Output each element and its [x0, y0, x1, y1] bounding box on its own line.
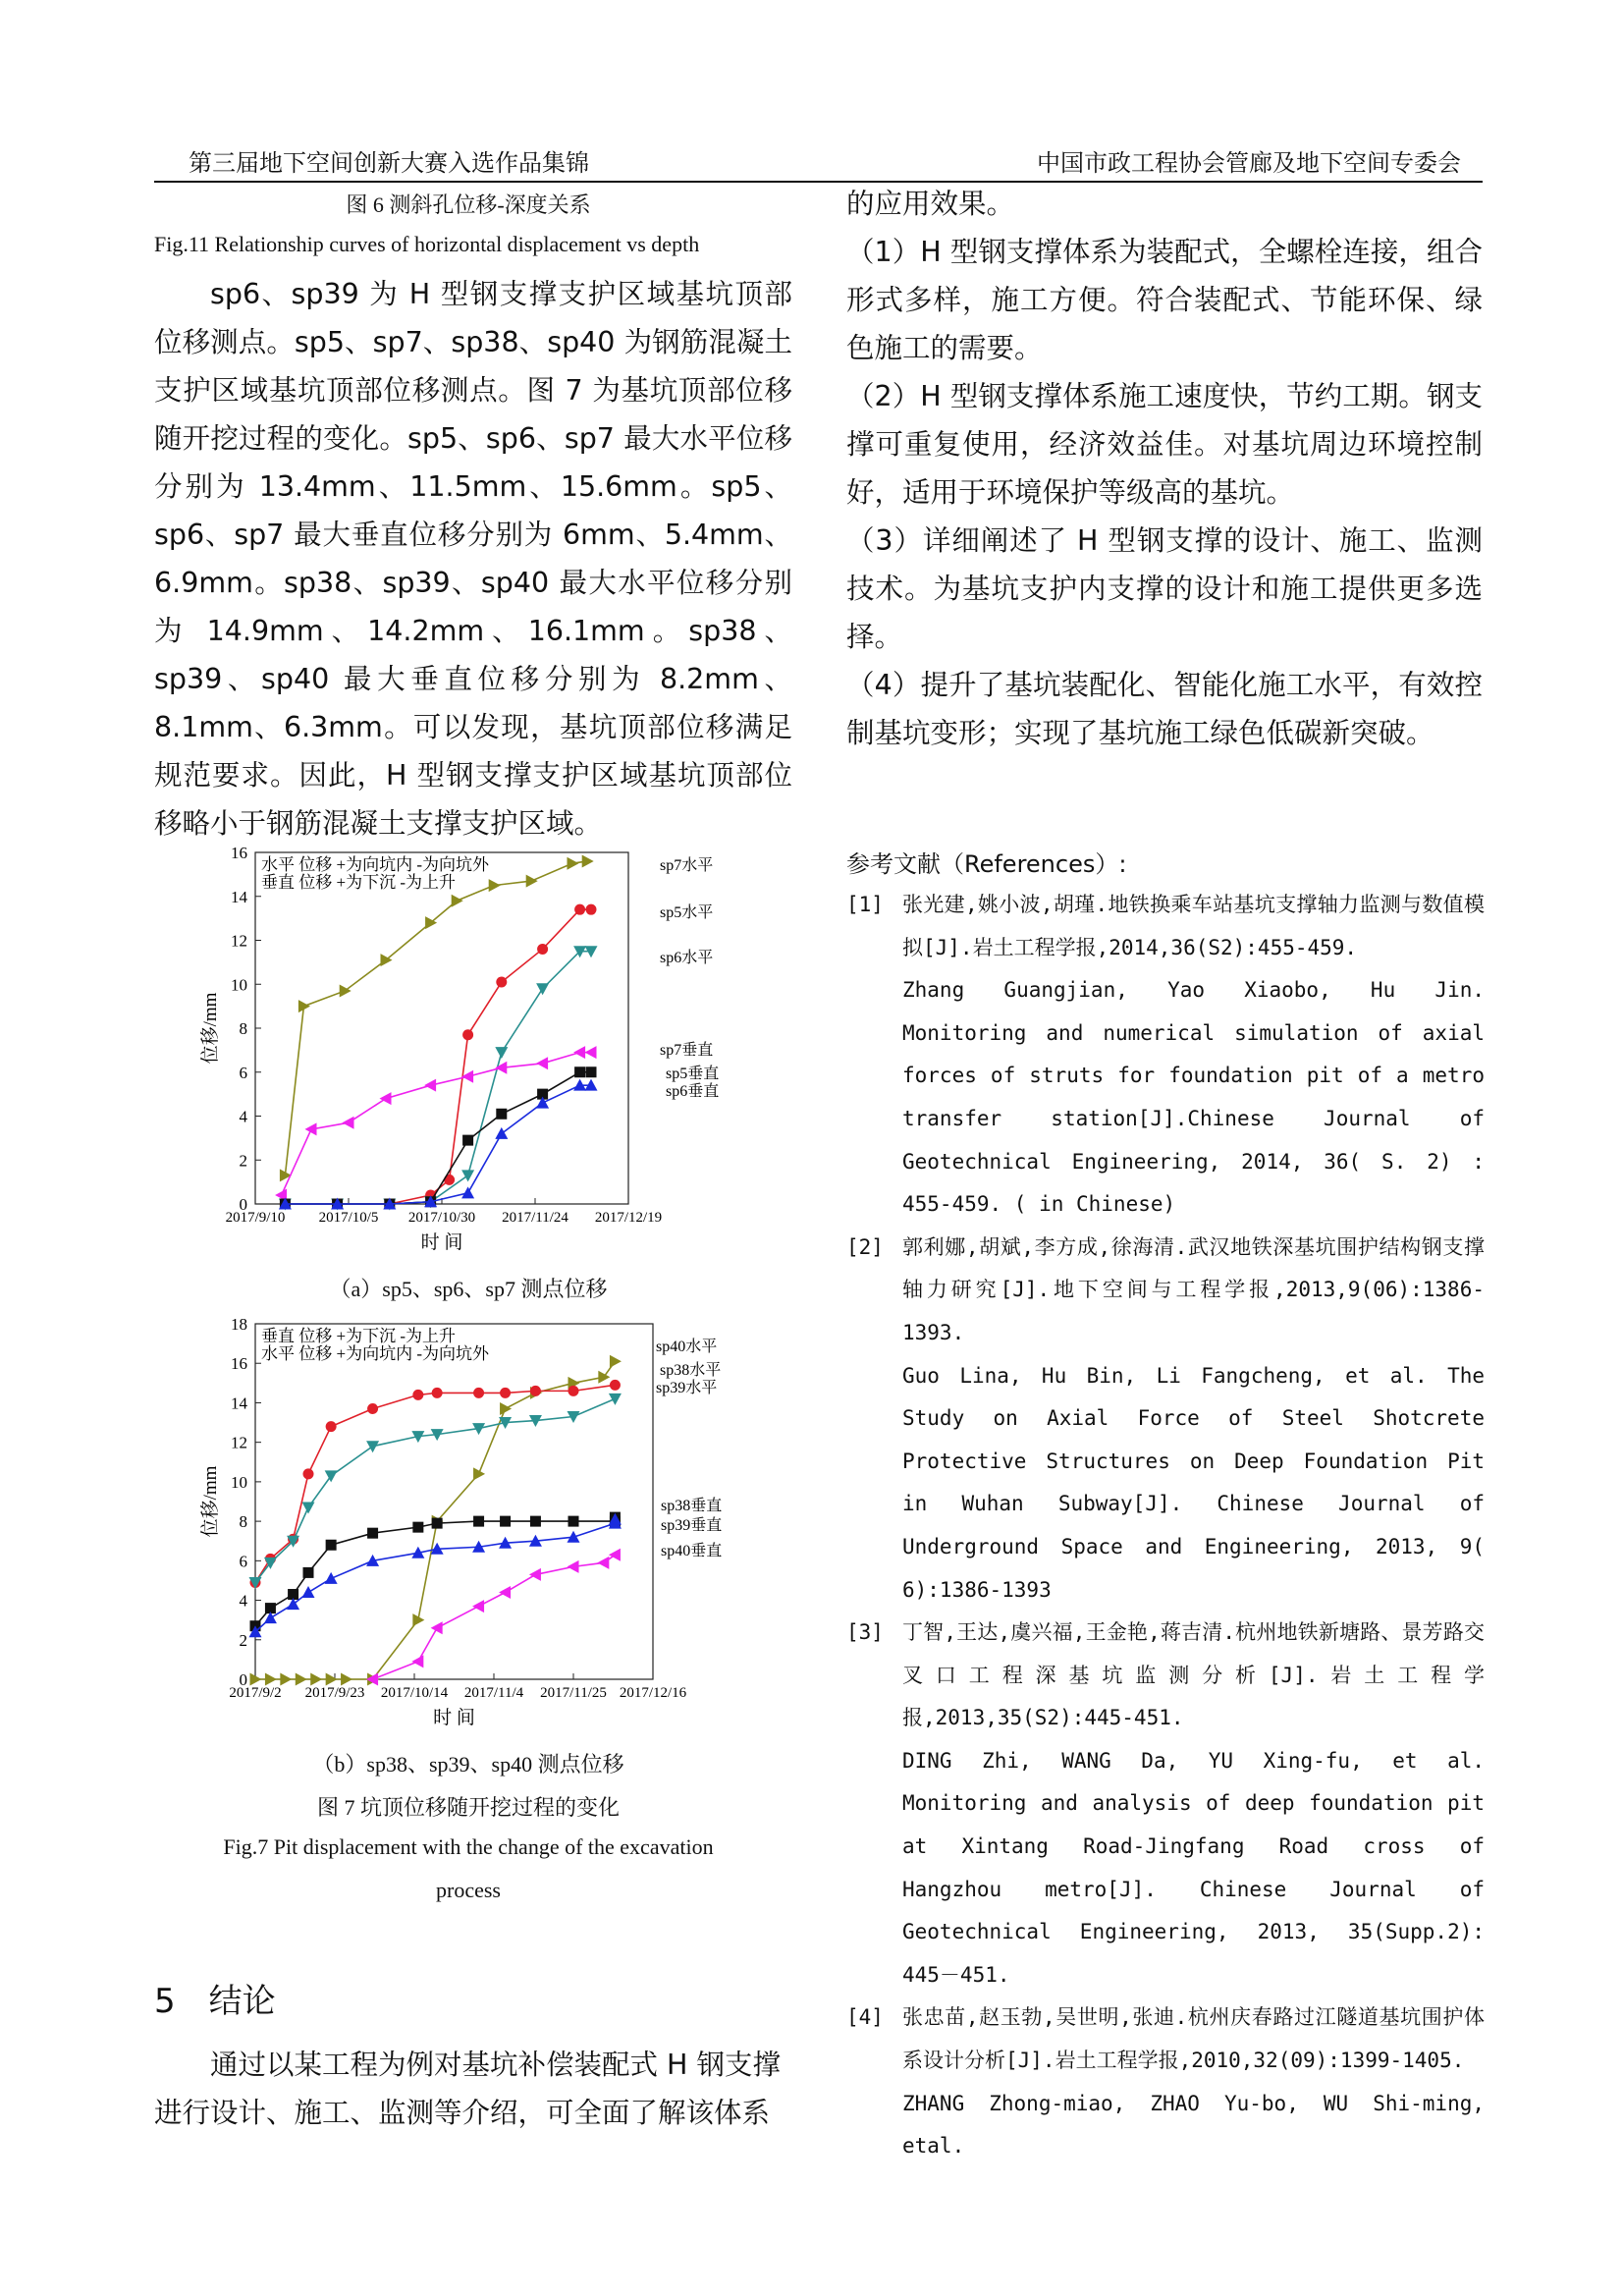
reference-zh: 丁智,王达,虞兴福,王金艳,蒋吉清.杭州地铁新塘路、景芳路交叉口工程深基坑监测分析[J].岩土工程学报,2013,35(S2):445-451.	[902, 1620, 1485, 1730]
y-tick-label: 16	[231, 844, 247, 862]
series-label: sp38水平	[660, 1362, 722, 1379]
x-tick-label: 2017/9/10	[225, 1210, 286, 1226]
data-point	[568, 1516, 579, 1527]
references-list	[846, 884, 1485, 2168]
conclusion-line-2: 进行设计、施工、监测等介绍，可全面了解该体系	[154, 2097, 771, 2129]
conclusion-continuation: 的应用效果。	[846, 188, 1015, 220]
plot-frame	[255, 852, 628, 1204]
data-point	[432, 1388, 443, 1398]
conclusion-point-4: （4）提升了基坑装配化、智能化施工水平，有效控制基坑变形；实现了基坑施工绿色低碳新突破。	[846, 669, 1483, 749]
section-heading	[154, 1974, 276, 2022]
y-tick-label: 2	[239, 1151, 247, 1171]
data-point	[586, 1066, 597, 1077]
data-point	[499, 1586, 511, 1599]
data-point	[302, 1586, 315, 1598]
y-tick-label: 6	[239, 1063, 247, 1082]
data-point	[367, 1528, 378, 1539]
y-tick-label: 2	[239, 1630, 247, 1650]
x-tick-label: 2017/12/16	[619, 1685, 687, 1701]
data-point	[303, 1567, 314, 1578]
data-point	[609, 1549, 621, 1561]
y-tick-label: 12	[231, 931, 247, 951]
data-point	[537, 944, 548, 955]
series-line	[373, 1555, 616, 1679]
results-paragraph	[154, 270, 792, 847]
data-point	[326, 1540, 337, 1551]
series-label: sp5垂直	[666, 1066, 720, 1082]
section-title: 结论	[208, 1982, 276, 2021]
series-label: sp38垂直	[661, 1498, 723, 1514]
y-tick-label: 0	[239, 1670, 247, 1689]
results-paragraph-text: sp6、sp39 为 H 型钢支撑支护区域基坑顶部位移测点。sp5、sp7、sp38、sp40 为钢筋混凝土支护区域基坑顶部位移测点。图 7 为基坑顶部位移随开挖过程的变化。sp5、sp6、sp7 最大水平位移分别为 13.4mm、11.5mm、15.6mm。sp5、sp6、sp7 最大垂直位移分别为 6mm、5.4mm、6.9mm。sp38、sp39、sp40 最大水平位移分别为 14.9mm、14.2mm、16.1mm。sp38、sp39、sp40 最大垂直位移分别为 8.2mm、8.1mm、6.3mm。可以发现，基坑顶部位移满足规范要求。因此，H 型钢支撑支护区域基坑顶部位移略小于钢筋混凝土支撑支护区域。	[154, 278, 792, 840]
data-point	[568, 1386, 579, 1396]
reference-en: DING Zhi, WANG Da, YU Xing-fu, et al. Monitoring and analysis of deep foundation pit at Xintang Road-Jingfang Road cross of Hangzhou metro[J]. Chinese Journal of Geotechnical Engineering, 2013, 35(Supp.2): 445－451.	[902, 1748, 1485, 1987]
fig7-caption-en-line1: Fig.7 Pit displacement with the change of the excavation	[223, 1834, 714, 1859]
data-point	[461, 1186, 474, 1198]
chart-a-caption: （a）sp5、sp6、sp7 测点位移	[329, 1277, 608, 1301]
series-line	[285, 861, 587, 1175]
reference-zh: 张忠苗,赵玉勃,吴世明,张迪.杭州庆春路过江隧道基坑围护体系设计分析[J].岩土工程学报,2010,32(09):1399-1405.	[902, 2005, 1485, 2073]
data-point	[473, 1516, 484, 1527]
series-label: sp39垂直	[661, 1517, 723, 1534]
y-tick-label: 12	[231, 1433, 247, 1452]
data-point	[411, 1655, 423, 1667]
series-label: sp40水平	[656, 1339, 718, 1355]
conclusions-list	[846, 180, 1483, 757]
reference-number: [4]	[846, 2005, 884, 2030]
x-tick-label: 2017/10/30	[407, 1210, 476, 1226]
series-label: sp40垂直	[661, 1543, 723, 1559]
data-point	[326, 1421, 337, 1432]
reference-en: ZHANG Zhong-miao, ZHAO Yu-bo, WU Shi-ming, etal.	[902, 2091, 1485, 2159]
series-label: sp6垂直	[666, 1083, 720, 1100]
running-header-left: 第三届地下空间创新大赛入选作品集锦	[189, 149, 589, 177]
data-point	[609, 1394, 622, 1405]
data-point	[530, 1386, 541, 1396]
data-point	[296, 1673, 307, 1686]
data-point	[529, 1568, 541, 1581]
data-point	[536, 1057, 548, 1069]
data-point	[598, 1371, 610, 1384]
series-line	[255, 1398, 615, 1582]
y-tick-label: 8	[239, 1019, 247, 1038]
y-tick-label: 8	[239, 1512, 247, 1532]
data-point	[325, 1470, 338, 1482]
data-point	[380, 1092, 392, 1105]
data-point	[326, 1673, 338, 1686]
data-point	[325, 1572, 338, 1584]
data-point	[585, 1046, 597, 1059]
fig6-caption-cn: 图 6 测斜孔位移-深度关系	[346, 192, 591, 217]
data-point	[305, 1122, 317, 1135]
y-tick-label: 4	[239, 1107, 247, 1126]
data-point	[495, 1047, 508, 1059]
series-label: sp6水平	[660, 950, 714, 966]
data-point	[536, 983, 549, 995]
data-point	[489, 879, 501, 892]
chart-b	[177, 1312, 766, 1744]
data-point	[500, 1516, 511, 1527]
x-tick-label: 2017/9/2	[229, 1685, 282, 1701]
conclusion-point-1: （1）H 型钢支撑体系为装配式，全螺栓连接，组合形式多样，施工方便。符合装配式、节能环保、绿色施工的需要。	[846, 236, 1483, 364]
data-point	[303, 1468, 314, 1479]
x-axis-label: 时 间	[433, 1708, 475, 1728]
data-point	[573, 1046, 585, 1059]
legend-note: 垂直 位移 +为下沉 -为上升	[261, 1327, 456, 1345]
conclusion-point-3: （3）详细阐述了 H 型钢支撑的设计、施工、监测技术。为基坑支护内支撑的设计和施工提供更多选择。	[846, 524, 1483, 653]
data-point	[412, 1522, 423, 1533]
y-tick-label: 14	[231, 1394, 247, 1413]
x-tick-label: 2017/11/25	[540, 1685, 607, 1701]
series-label: sp7水平	[660, 857, 714, 874]
data-point	[424, 1079, 436, 1092]
data-point	[280, 1673, 292, 1686]
y-tick-label: 16	[231, 1354, 247, 1374]
conclusion-paragraph	[154, 2041, 792, 2137]
data-point	[366, 1441, 379, 1452]
data-point	[298, 1000, 310, 1012]
x-axis-label: 时 间	[420, 1232, 463, 1253]
data-point	[586, 904, 597, 915]
reference-number: [1]	[846, 893, 884, 916]
y-tick-label: 18	[231, 1315, 247, 1334]
x-tick-label: 2017/11/4	[463, 1685, 524, 1701]
data-point	[461, 1170, 474, 1181]
data-point	[432, 1518, 443, 1529]
legend-note: 水平 位移 +为向坑内 -为向坑外	[261, 1344, 489, 1363]
reference-item	[846, 884, 1485, 1227]
data-point	[568, 1531, 580, 1543]
legend-note: 水平 位移 +为向坑内 -为向坑外	[261, 855, 489, 874]
y-tick-label: 0	[239, 1195, 247, 1214]
y-axis-label: 位移/mm	[200, 1465, 221, 1538]
y-tick-label: 10	[231, 1472, 247, 1492]
y-tick-label: 14	[231, 887, 247, 906]
data-point	[302, 1503, 315, 1514]
x-tick-label: 2017/12/19	[594, 1210, 663, 1226]
chart-b-caption: （b）sp38、sp39、sp40 测点位移	[312, 1752, 624, 1777]
reference-en: Zhang Guangjian, Yao Xiaobo, Hu Jin. Monitoring and numerical simulation of axial forces of struts for foundation pit of a metro transfer station[J].Chinese Journal of Geotechnical Engineering, 2014, 36( S. 2) : 455-459. ( in Chinese)	[902, 978, 1485, 1217]
data-point	[500, 1388, 511, 1398]
fig7-caption-en-line2: process	[436, 1878, 501, 1902]
data-point	[462, 1029, 473, 1040]
reference-item	[846, 1227, 1485, 1612]
conclusion-line-1: 通过以某工程为例对基坑补偿装配式 H 钢支撑	[210, 2049, 782, 2081]
chart-a	[177, 843, 766, 1255]
data-point	[500, 1402, 512, 1415]
data-point	[597, 1557, 609, 1569]
data-point	[452, 895, 463, 907]
series-line	[282, 1053, 591, 1195]
reference-item	[846, 1612, 1485, 1996]
reference-number: [2]	[846, 1234, 884, 1259]
data-point	[340, 984, 352, 997]
x-tick-label: 2017/10/14	[380, 1685, 449, 1701]
data-point	[496, 1109, 507, 1120]
data-point	[412, 1390, 423, 1400]
series-label: sp5水平	[660, 904, 714, 921]
y-axis-label: 位移/mm	[200, 992, 221, 1065]
data-point	[568, 1560, 579, 1573]
x-tick-label: 2017/10/5	[318, 1210, 379, 1226]
reference-zh: 张光建,姚小波,胡瑾.地铁换乘车站基坑支撑轴力监测与数值模拟[J].岩土工程学报,2014,36(S2):455-459.	[902, 893, 1485, 959]
x-tick-label: 2017/9/23	[304, 1685, 365, 1701]
data-point	[530, 1516, 541, 1527]
data-point	[610, 1355, 622, 1368]
data-point	[473, 1467, 485, 1480]
data-point	[574, 904, 585, 915]
data-point	[265, 1673, 277, 1686]
references-title: 参考文献（References）:	[846, 850, 1127, 878]
conclusion-point-2: （2）H 型钢支撑体系施工速度快，节约工期。钢支撑可重复使用，经济效益佳。对基坑周边环境控制好，适用于环境保护等级高的基坑。	[846, 380, 1483, 509]
data-point	[574, 1066, 585, 1077]
data-point	[472, 1600, 484, 1613]
y-tick-label: 4	[239, 1591, 247, 1611]
reference-zh: 郭利娜,胡斌,李方成,徐海清.武汉地铁深基坑围护结构钢支撑轴力研究[J].地下空间与工程学报,2013,9(06):1386-1393.	[902, 1234, 1485, 1344]
data-point	[526, 875, 538, 888]
series-label: sp7垂直	[660, 1042, 714, 1059]
data-point	[582, 854, 594, 867]
data-point	[610, 1380, 621, 1391]
data-point	[431, 1621, 443, 1634]
reference-item	[846, 1996, 1485, 2167]
data-point	[473, 1388, 484, 1398]
data-point	[367, 1403, 378, 1414]
x-tick-label: 2017/11/24	[502, 1210, 568, 1226]
reference-en: Guo Lina, Hu Bin, Li Fangcheng, et al. The Study on Axial Force of Steel Shotcrete Protective Structures on Deep Foundation Pit in Wuhan Subway[J]. Chinese Journal of Underground Space and Engineering, 2013, 9( 6):1386-1393	[902, 1363, 1485, 1602]
section-number: 5	[154, 1982, 176, 2021]
data-point	[568, 857, 579, 870]
fig6-caption-en: Fig.11 Relationship curves of horizontal displacement vs depth	[154, 232, 700, 256]
running-header-right: 中国市政工程协会管廊及地下空间专委会	[1037, 149, 1461, 177]
data-point	[495, 1127, 508, 1139]
fig7-caption-cn: 图 7 坑顶位移随开挖过程的变化	[316, 1795, 620, 1820]
y-tick-label: 6	[239, 1552, 247, 1571]
data-point	[343, 1117, 354, 1129]
legend-note: 垂直 位移 +为下沉 -为上升	[261, 873, 456, 892]
data-point	[496, 977, 507, 988]
data-point	[462, 1135, 473, 1146]
data-point	[341, 1673, 352, 1686]
reference-number: [3]	[846, 1620, 884, 1645]
y-tick-label: 10	[231, 975, 247, 995]
data-point	[310, 1673, 322, 1686]
series-label: sp39水平	[656, 1380, 718, 1396]
